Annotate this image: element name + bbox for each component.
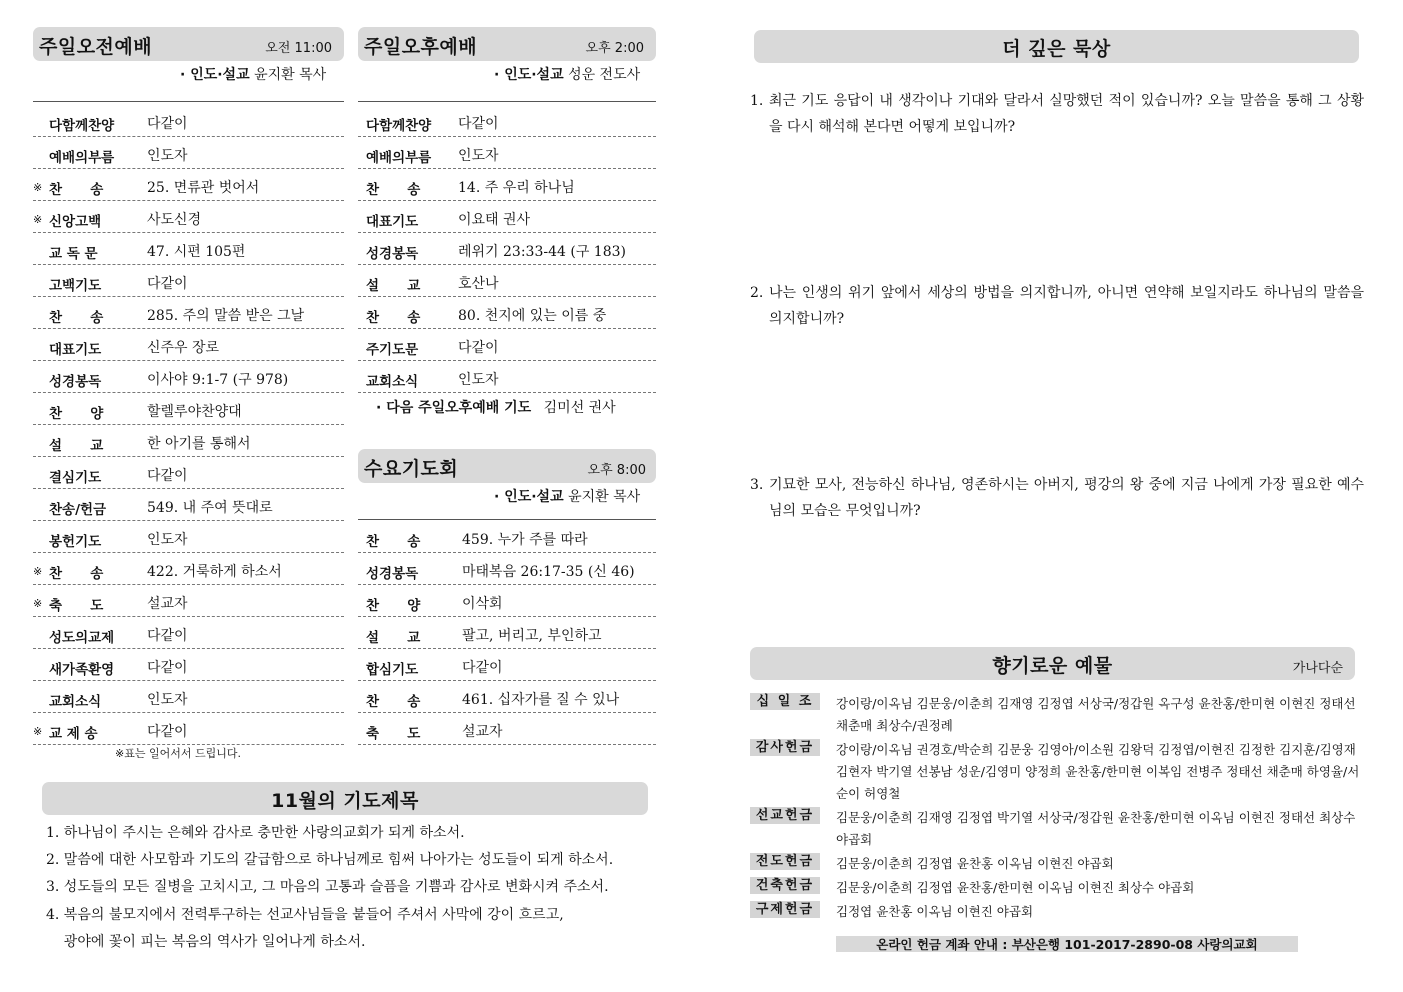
order-value: 다같이 xyxy=(147,660,188,676)
standing-mark: ※ xyxy=(33,725,43,738)
offering-row xyxy=(750,807,1364,851)
offering-names: 강이랑/이옥님 권경호/박순희 김문웅 김영아/이소원 김왕덕 김정엽/이현진 김정한 김지훈/김영재 김현자 박기열 선봉남 성운/김영미 양정희 윤찬홍/한미현 이복임 전병주 정태선 채춘매 하영율/서순이 허영철 xyxy=(836,742,1360,801)
leader-label: · 인도·설교 xyxy=(180,67,250,83)
offering-type: 십 일 조 xyxy=(750,693,820,710)
order-label: 대표기도 xyxy=(366,214,419,230)
order-label: 찬 양 xyxy=(49,406,104,422)
wednesday-order-list xyxy=(358,521,656,745)
order-label: 주기도문 xyxy=(366,342,419,358)
order-row xyxy=(358,713,656,745)
order-row xyxy=(33,521,344,553)
order-label: 찬 송 xyxy=(49,566,104,582)
order-row xyxy=(358,649,656,681)
question-number: 1. xyxy=(750,93,764,109)
order-row xyxy=(33,681,344,713)
standing-mark: ※ xyxy=(33,597,43,610)
prayer-item: 3. 성도들의 모든 질병을 고치시고, 그 마음의 고통과 슬픔을 기쁨과 감사로 변화시켜 주소서. xyxy=(46,879,609,895)
order-value: 422. 거룩하게 하소서 xyxy=(147,564,282,580)
order-row xyxy=(33,169,344,201)
order-label: 찬 송 xyxy=(49,182,104,198)
leader-label: · 인도·설교 xyxy=(494,67,564,83)
offering-type: 건축헌금 xyxy=(750,877,820,894)
order-value: 인도자 xyxy=(147,148,188,164)
order-value: 459. 누가 주를 따라 xyxy=(462,532,588,548)
offering-list xyxy=(750,693,1364,925)
order-label: 찬 송 xyxy=(49,310,104,326)
offering-type: 감사헌금 xyxy=(750,739,820,756)
offering-names: 강이랑/이옥님 김문웅/이춘희 김재영 김정엽 서상국/정갑원 옥구성 윤찬홍/한미현 이현진 정태선 채춘매 최상수/권정례 xyxy=(836,696,1356,733)
order-row xyxy=(33,713,344,745)
meditation-title: 더 깊은 묵상 xyxy=(1002,38,1111,60)
order-value: 이삭회 xyxy=(462,596,503,612)
order-value: 14. 주 우리 하나님 xyxy=(458,180,575,196)
order-label: 성경봉독 xyxy=(366,246,419,262)
order-row xyxy=(358,521,656,553)
order-label: 다함께찬양 xyxy=(49,118,115,134)
order-value: 80. 천지에 있는 이름 중 xyxy=(458,308,607,324)
offering-row xyxy=(750,877,1364,899)
order-value: 호산나 xyxy=(458,276,499,292)
order-value: 47. 시편 105편 xyxy=(147,244,246,260)
order-label: 교회소식 xyxy=(49,694,102,710)
wednesday-title: 수요기도회 xyxy=(364,458,459,480)
order-value: 다같이 xyxy=(458,340,499,356)
order-label: 찬송/헌금 xyxy=(49,502,107,518)
order-label: 찬 송 xyxy=(366,534,421,550)
offering-order: 가나다순 xyxy=(1292,661,1343,676)
offering-names: 김문웅/이춘희 김정엽 윤찬홍 이옥님 이현진 야곱회 xyxy=(836,856,1114,871)
order-value: 461. 십자가를 질 수 있나 xyxy=(462,692,620,708)
order-row xyxy=(358,681,656,713)
morning-time: 오전 11:00 xyxy=(265,41,332,56)
order-value: 설교자 xyxy=(147,596,188,612)
question-text: 나는 인생의 위기 앞에서 세상의 방법을 의지합니까, 아니면 연약해 보일지라도 하나님의 말씀을 의지합니까? xyxy=(769,285,1364,327)
order-value: 인도자 xyxy=(458,148,499,164)
order-value: 이사야 9:1-7 (구 978) xyxy=(147,372,289,388)
order-value: 다같이 xyxy=(147,468,188,484)
leader-name: 윤지환 목사 xyxy=(568,489,641,505)
offering-type: 선교헌금 xyxy=(750,807,820,824)
order-row xyxy=(358,169,656,201)
question-number: 3. xyxy=(750,477,764,493)
order-label: 찬 양 xyxy=(366,598,421,614)
question-number: 2. xyxy=(750,285,764,301)
wednesday-time: 오후 8:00 xyxy=(587,463,646,478)
prayer-item: 1. 하나님이 주시는 은혜와 감사로 충만한 사랑의교회가 되게 하소서. xyxy=(46,825,465,841)
afternoon-time: 오후 2:00 xyxy=(585,41,644,56)
meditation-header xyxy=(754,30,1359,63)
question-text: 최근 기도 응답이 내 생각이나 기대와 달라서 실망했던 적이 있습니까? 오늘 말씀을 통해 그 상황을 다시 해석해 본다면 어떻게 보입니까? xyxy=(769,93,1364,135)
order-label: 축 도 xyxy=(49,598,104,614)
order-value: 549. 내 주여 뜻대로 xyxy=(147,500,273,516)
order-value: 설교자 xyxy=(462,724,503,740)
order-row xyxy=(33,265,344,297)
order-label: 설 교 xyxy=(366,630,421,646)
standing-mark: ※ xyxy=(33,213,43,226)
afternoon-title: 주일오후예배 xyxy=(364,36,478,58)
offering-names: 김정엽 윤찬홍 이옥님 이현진 야곱회 xyxy=(836,904,1034,919)
leader-label: · 인도·설교 xyxy=(494,489,564,505)
order-label: 예배의부름 xyxy=(49,150,115,166)
standing-mark: ※ xyxy=(33,181,43,194)
prayer-header xyxy=(42,782,648,815)
order-label: 성경봉독 xyxy=(49,374,102,390)
offering-names: 김문웅/이춘희 김정엽 윤찬홍/한미현 이옥님 이현진 최상수 야곱회 xyxy=(836,880,1195,895)
order-row xyxy=(358,265,656,297)
prayer-item: 2. 말씀에 대한 사모함과 기도의 갈급함으로 하나님께로 힘써 나아가는 성도들이 되게 하소서. xyxy=(46,852,614,868)
morning-top-rule xyxy=(33,101,344,102)
order-row xyxy=(33,489,344,521)
morning-header xyxy=(33,27,344,61)
order-row xyxy=(33,425,344,457)
order-row xyxy=(33,361,344,393)
order-label: 결심기도 xyxy=(49,470,102,486)
next-prayer xyxy=(376,397,616,417)
order-value: 다같이 xyxy=(147,628,188,644)
question-item xyxy=(750,472,1364,524)
order-label: 설 교 xyxy=(49,438,104,454)
order-row xyxy=(358,617,656,649)
wednesday-top-rule xyxy=(358,519,656,520)
offering-type: 구제헌금 xyxy=(750,901,820,918)
offering-row xyxy=(750,901,1364,923)
order-row xyxy=(358,585,656,617)
afternoon-header xyxy=(358,27,656,61)
offering-row xyxy=(750,853,1364,875)
order-label: 성도의교제 xyxy=(49,630,115,646)
order-row xyxy=(33,105,344,137)
order-row xyxy=(33,329,344,361)
leader-name: 성운 전도사 xyxy=(568,67,641,83)
offering-names: 김문웅/이춘희 김재영 김정엽 박기열 서상국/정갑원 윤찬홍/한미현 이옥님 이현진 정태선 최상수 야곱회 xyxy=(836,810,1356,847)
order-value: 신주우 장로 xyxy=(147,340,220,356)
wednesday-leader xyxy=(494,486,640,506)
order-value: 팔고, 버리고, 부인하고 xyxy=(462,628,602,644)
morning-title: 주일오전예배 xyxy=(39,36,153,58)
account-text: 온라인 헌금 계좌 안내 : 부산은행 101-2017-2890-08 사랑의교회 xyxy=(876,937,1258,952)
order-value: 다같이 xyxy=(147,276,188,292)
order-value: 한 아기를 통해서 xyxy=(147,436,251,452)
next-prayer-label: · 다음 주일오후예배 기도 xyxy=(376,400,532,416)
order-row xyxy=(33,617,344,649)
offering-header xyxy=(750,647,1355,680)
order-value: 다같이 xyxy=(147,724,188,740)
order-label: 성경봉독 xyxy=(366,566,419,582)
order-label: 설 교 xyxy=(366,278,421,294)
order-row xyxy=(33,553,344,585)
offering-row xyxy=(750,739,1364,805)
wednesday-header xyxy=(358,449,656,483)
offering-title: 향기로운 예물 xyxy=(992,655,1113,677)
order-value: 다같이 xyxy=(462,660,503,676)
order-row xyxy=(33,137,344,169)
order-row xyxy=(33,201,344,233)
morning-leader xyxy=(180,64,326,84)
offering-type: 전도헌금 xyxy=(750,853,820,870)
prayer-title: 11월의 기도제목 xyxy=(271,790,419,812)
order-row xyxy=(358,361,656,393)
order-label: 찬 송 xyxy=(366,182,421,198)
order-row xyxy=(33,649,344,681)
order-row xyxy=(33,233,344,265)
order-label: 새가족환영 xyxy=(49,662,115,678)
question-item xyxy=(750,88,1364,140)
order-label: 대표기도 xyxy=(49,342,102,358)
order-row xyxy=(33,393,344,425)
order-row xyxy=(358,105,656,137)
order-label: 찬 송 xyxy=(366,310,421,326)
order-row xyxy=(33,585,344,617)
question-text: 기묘한 모사, 전능하신 하나님, 영존하시는 아버지, 평강의 왕 중에 지금 나에게 가장 필요한 예수님의 모습은 무엇입니까? xyxy=(769,477,1364,519)
order-value: 인도자 xyxy=(458,372,499,388)
order-label: 합심기도 xyxy=(366,662,419,678)
order-value: 다같이 xyxy=(458,116,499,132)
prayer-item: 광야에 꽃이 피는 복음의 역사가 일어나게 하소서. xyxy=(46,934,366,950)
order-label: 봉헌기도 xyxy=(49,534,102,550)
order-row xyxy=(358,233,656,265)
order-value: 25. 면류관 벗어서 xyxy=(147,180,260,196)
order-value: 인도자 xyxy=(147,532,188,548)
order-label: 교 독 문 xyxy=(49,246,98,262)
order-row xyxy=(33,297,344,329)
order-label: 찬 송 xyxy=(366,694,421,710)
order-row xyxy=(358,329,656,361)
order-row xyxy=(358,201,656,233)
afternoon-leader xyxy=(494,64,640,84)
order-row xyxy=(33,457,344,489)
leader-name: 윤지환 목사 xyxy=(254,67,327,83)
order-row xyxy=(358,297,656,329)
order-value: 사도신경 xyxy=(147,212,202,228)
order-value: 다같이 xyxy=(147,116,188,132)
order-label: 축 도 xyxy=(366,726,421,742)
order-value: 레위기 23:33-44 (구 183) xyxy=(458,244,626,260)
order-value: 이요태 권사 xyxy=(458,212,531,228)
order-label: 다함께찬양 xyxy=(366,118,432,134)
order-label: 예배의부름 xyxy=(366,150,432,166)
order-value: 285. 주의 말씀 받은 그날 xyxy=(147,308,305,324)
question-item xyxy=(750,280,1364,332)
standing-mark: ※ xyxy=(33,565,43,578)
order-value: 인도자 xyxy=(147,692,188,708)
offering-row xyxy=(750,693,1364,737)
order-row xyxy=(358,137,656,169)
order-label: 신앙고백 xyxy=(49,214,102,230)
order-label: 교회소식 xyxy=(366,374,419,390)
order-value: 마태복음 26:17-35 (신 46) xyxy=(462,564,635,580)
afternoon-top-rule xyxy=(358,101,656,102)
order-value: 할렐루야찬양대 xyxy=(147,404,242,420)
order-row xyxy=(358,553,656,585)
standing-note: ※표는 일어서서 드립니다. xyxy=(115,747,241,760)
morning-order-list xyxy=(33,105,344,745)
next-prayer-name: 김미선 권사 xyxy=(543,400,616,416)
order-label: 고백기도 xyxy=(49,278,102,294)
order-label: 교 제 송 xyxy=(49,726,98,742)
prayer-item: 4. 복음의 불모지에서 전력투구하는 선교사님들을 붙들어 주셔서 사막에 강이 흐르고, xyxy=(46,907,564,923)
afternoon-order-list xyxy=(358,105,656,393)
